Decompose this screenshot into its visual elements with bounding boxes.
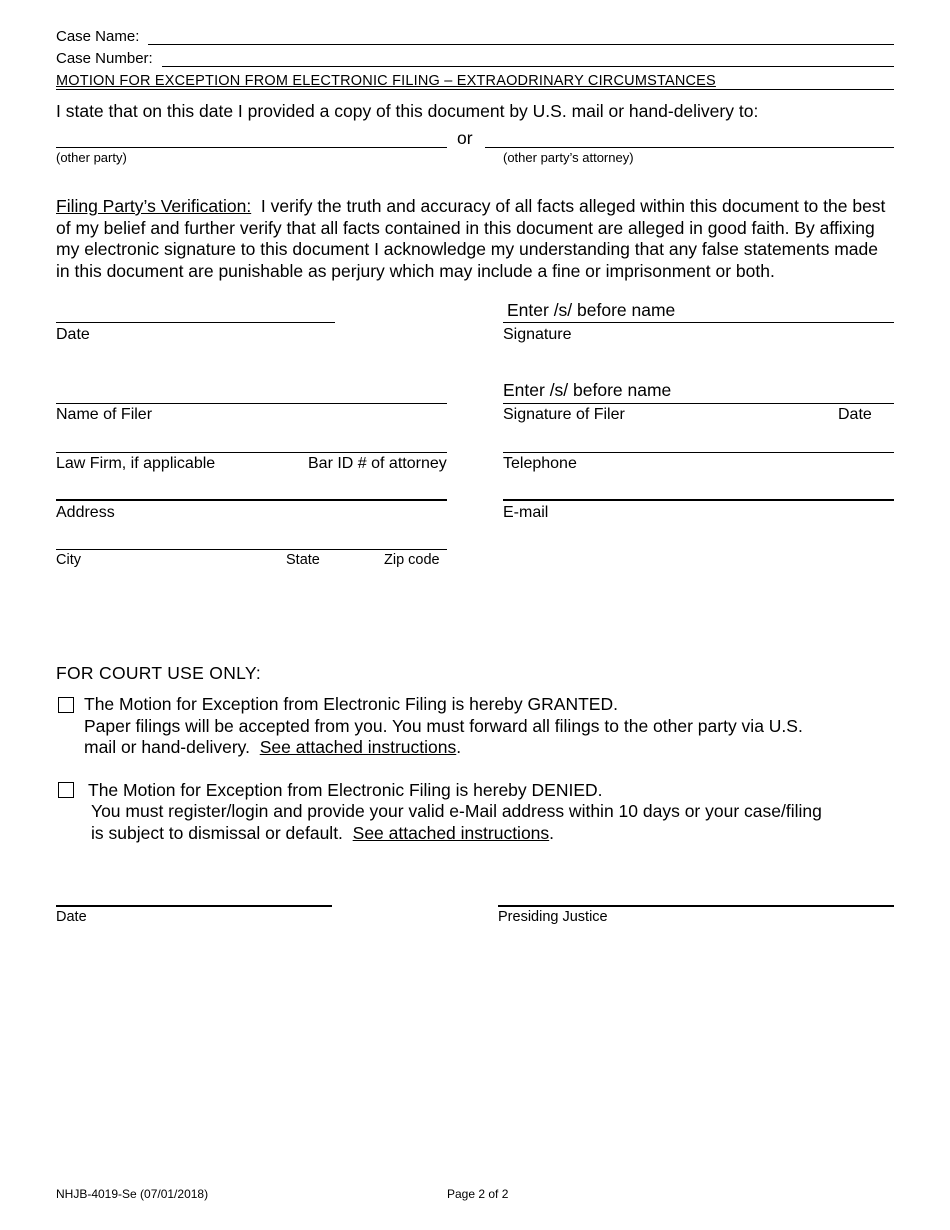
law-firm-field[interactable]: [56, 452, 447, 453]
granted-instructions-link[interactable]: See attached instructions: [259, 737, 457, 757]
denied-line3: is subject to dismissal or default.: [91, 822, 343, 843]
verification-text: I verify the truth and accuracy of all facts alleged within this document to the best of my belief and further verify that all facts contained in this document are alleged in good faith. By affixing my electronic signature to this document I acknowledge my understanding that any false statements made in this document are punishable as perjury which may include a fine or imprisonment or both.: [56, 196, 886, 281]
name-of-filer-field[interactable]: [56, 403, 447, 404]
signature-input[interactable]: Enter /s/ before name: [507, 300, 676, 320]
granted-period: .: [456, 737, 462, 757]
granted-checkbox[interactable]: [58, 697, 74, 713]
state-label: State: [286, 552, 320, 568]
verification-heading: Filing Party’s Verification:: [56, 196, 252, 216]
filer-date-label: Date: [838, 406, 872, 423]
court-date-label: Date: [56, 909, 87, 925]
signature-line: [503, 322, 894, 323]
page-number: Page 2 of 2: [447, 1187, 509, 1201]
case-number-label: Case Number:: [56, 50, 153, 67]
name-of-filer-label: Name of Filer: [56, 406, 153, 423]
service-statement: I state that on this date I provided a copy of this document by U.S. mail or hand-delivery to:: [56, 101, 759, 121]
denied-period: .: [549, 822, 555, 843]
presiding-justice-field[interactable]: [498, 905, 894, 907]
filer-signature-line: [503, 403, 894, 404]
other-party-attorney-label: (other party’s attorney): [503, 150, 634, 165]
zip-label: Zip code: [384, 552, 440, 568]
telephone-field[interactable]: [503, 452, 894, 453]
court-date-field[interactable]: [56, 905, 332, 907]
date-field[interactable]: [56, 322, 335, 323]
denied-line2: You must register/login and provide your valid e-Mail address within 10 days or your case/filing: [91, 801, 822, 821]
court-use-heading: FOR COURT USE ONLY:: [56, 663, 262, 683]
form-title: MOTION FOR EXCEPTION FROM ELECTRONIC FILING – EXTRAODRINARY CIRCUMSTANCES: [56, 73, 716, 89]
bar-id-label: Bar ID # of attorney: [308, 455, 447, 472]
other-party-label: (other party): [56, 150, 127, 165]
form-number: NHJB-4019-Se (07/01/2018): [56, 1187, 209, 1201]
granted-line3: mail or hand-delivery.: [84, 737, 250, 757]
granted-line2: Paper filings will be accepted from you. You must forward all filings to the other party via U.S.: [84, 715, 803, 736]
or-text: or: [457, 128, 473, 148]
title-rule: [56, 89, 894, 90]
granted-line1: The Motion for Exception from Electronic Filing is hereby GRANTED.: [84, 694, 618, 714]
case-number-field[interactable]: [162, 66, 894, 67]
denied-checkbox[interactable]: [58, 782, 74, 798]
denied-line3-wrap: [91, 823, 822, 845]
granted-line3-wrap: [84, 737, 803, 759]
email-label: E-mail: [503, 504, 549, 521]
denied-instructions-link[interactable]: See attached instructions: [352, 822, 550, 843]
denied-line1: The Motion for Exception from Electronic Filing is hereby DENIED.: [88, 780, 603, 800]
law-firm-label: Law Firm, if applicable: [56, 455, 216, 472]
date-label: Date: [56, 326, 90, 343]
telephone-label: Telephone: [503, 455, 577, 472]
granted-text: [84, 694, 803, 759]
verification-paragraph: [56, 196, 894, 282]
address-label: Address: [56, 504, 115, 521]
other-party-attorney-field[interactable]: [485, 147, 894, 148]
email-field[interactable]: [503, 499, 894, 501]
denied-text: [91, 801, 822, 844]
city-state-zip-field[interactable]: [56, 549, 447, 550]
signature-label: Signature: [503, 326, 572, 343]
filer-signature-input[interactable]: Enter /s/ before name: [503, 380, 672, 400]
case-name-label: Case Name:: [56, 28, 140, 45]
other-party-field[interactable]: [56, 147, 447, 148]
case-name-field[interactable]: [148, 44, 894, 45]
city-label: City: [56, 552, 81, 568]
address-field[interactable]: [56, 499, 447, 501]
signature-of-filer-label: Signature of Filer: [503, 406, 625, 423]
presiding-justice-label: Presiding Justice: [498, 909, 608, 925]
